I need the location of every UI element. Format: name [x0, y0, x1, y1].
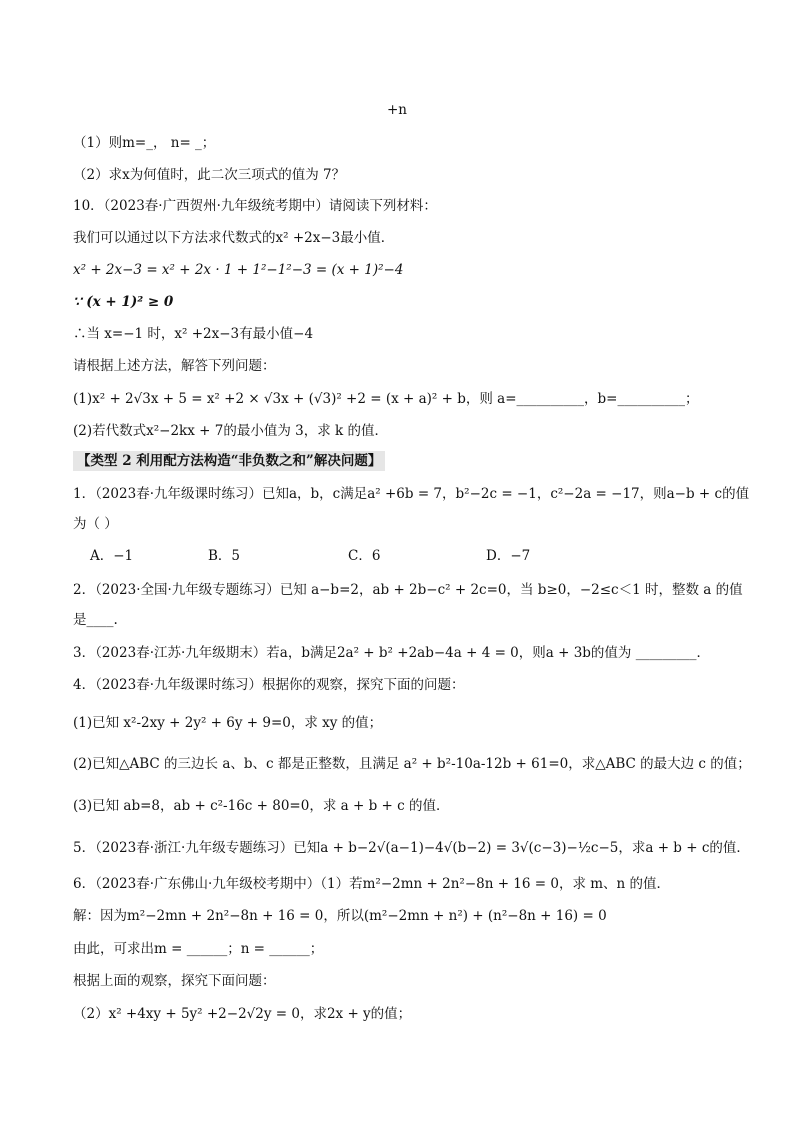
math-line: ∵ (x + 1)² ≥ 0 [73, 294, 174, 310]
question-line: 3．（2023春·江苏·九年级期末）若a，b满足2a² + b² +2ab−4a + 4 = 0，则a + 3b的值为 _________． [73, 645, 710, 661]
text-line: 请根据上述方法，解答下列问题： [73, 358, 276, 374]
question-line: (1)已知 x²-2xy + 2y² + 6y + 9=0，求 xy 的值； [73, 715, 383, 731]
question-header: 10．（2023春·广西贺州·九年级统考期中）请阅读下列材料： [73, 198, 437, 214]
question-line: 6．（2023春·广东佛山·九年级校考期中）（1）若m²−2mn + 2n²−8n + 16 = 0，求 m、n 的值． [73, 876, 671, 892]
text-line: （2）求x为何值时，此二次三项式的值为 7？ [73, 167, 346, 183]
math-line: x² + 2x−3 = x² + 2x · 1 + 1²−1²−3 = (x + 1)²−4 [73, 262, 404, 278]
question-line: （2）x² +4xy + 5y² +2−2√2y = 0，求2x + y的值； [73, 1006, 412, 1022]
solution-line: 由此，可求出m = ______；n = ______； [73, 941, 324, 957]
math-line: (1)x² + 2√3x + 5 = x² +2 × √3x + (√3)² +2 = (x + a)² + b，则 a=__________，b=__________； [73, 391, 699, 407]
solution-line: 解：因为m²−2mn + 2n²−8n + 16 = 0，所以(m²−2mn + n²) + (n²−8n + 16) = 0 [73, 908, 607, 924]
text-line: (2)若代数式x²−2kx + 7的最小值为 3，求 k 的值． [73, 423, 388, 439]
question-line: 4．（2023春·九年级课时练习）根据你的观察，探究下面的问题： [73, 677, 465, 693]
choice-b: B．5 [208, 548, 241, 564]
text-line: （1）则m=_， n= _； [73, 135, 216, 151]
choice-c: C．6 [348, 548, 381, 564]
question-line: (3)已知 ab=8，ab + c²-16c + 80=0，求 a + b + c 的值． [73, 798, 450, 814]
text-line: 我们可以通过以下方法求代数式的x² +2x−3最小值． [73, 230, 395, 246]
choice-d: D．−7 [486, 548, 531, 564]
question-line: (2)已知△ABC 的三边长 a、b、c 都是正整数，且满足 a² + b²-10a-12b + 61=0，求△ABC 的最大边 c 的值； [73, 756, 751, 772]
choice-a: A．−1 [90, 548, 134, 564]
question-line: 2．（2023·全国·九年级专题练习）已知 a−b=2，ab + 2b−c² + 2c=0，当 b≥0，−2≤c＜1 时，整数 a 的值 [73, 582, 743, 598]
question-line: 为（ ） [73, 516, 118, 532]
text-line: +n [386, 102, 407, 118]
question-line: 1．（2023春·九年级课时练习）已知a，b，c满足a² +6b = 7，b²−2c = −1，c²−2a = −17，则a−b + c的值 [73, 486, 750, 502]
section-heading: 【类型 2 利用配方法构造“非负数之和”解决问题】 [73, 451, 385, 471]
text-line: ∴当 x=−1 时，x² +2x−3有最小值−4 [73, 326, 314, 342]
question-line: 5．（2023春·浙江·九年级专题练习）已知a + b−2√(a−1)−4√(b−2) = 3√(c−3)−½c−5，求a + b + c的值． [73, 840, 750, 856]
text-line: 根据上面的观察，探究下面问题： [73, 973, 276, 989]
question-line: 是____. [73, 612, 118, 628]
